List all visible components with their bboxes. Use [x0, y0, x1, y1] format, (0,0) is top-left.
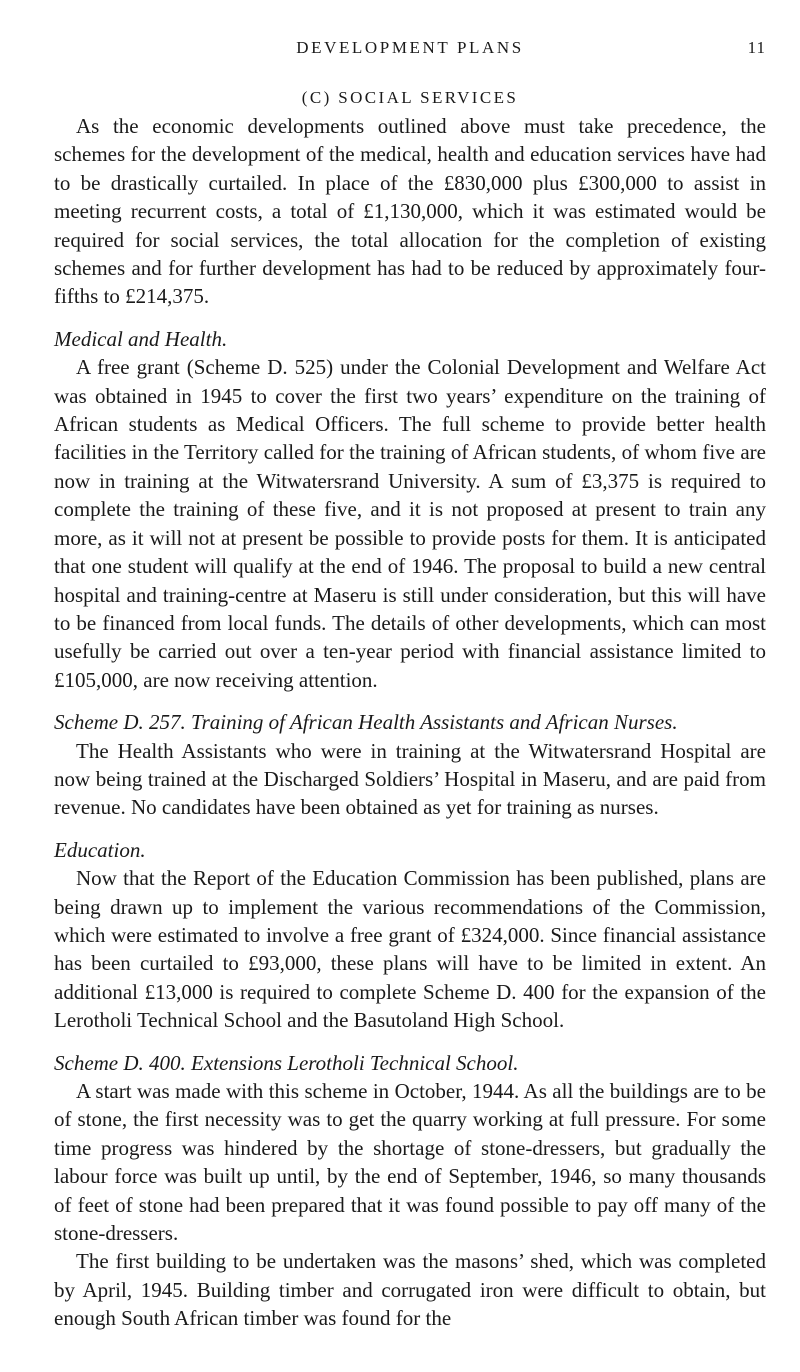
document-page [54, 0, 766, 1333]
paragraph-education: Now that the Report of the Education Commission has been published, plans are being drawn up to implement the various recommendations of the Commission, which were estimated to involve a free grant of £324,000. Since financial assistance has been curtailed to £93,000, these plans will have to be limited in extent. An additional £13,000 is required to complete Scheme D. 400 for the expansion of the Lerotholi Technical School and the Basutoland High School. [54, 866, 766, 1033]
heading-education: Education. [54, 837, 146, 862]
paragraph-scheme-d400-1: A start was made with this scheme in October, 1944. As all the buildings are to be of stone, the first necessity was to get the quarry working at full pressure. For some time progress was hindered by the shortage of stone-dressers, but gradually the labour force was built up until, by the end of September, 1946, so many thousands of feet of stone had been prepared that it was found possible to pay off many of the stone-dressers. [54, 1079, 766, 1246]
paragraph-scheme-d257: The Health Assistants who were in training at the Witwatersrand Hospital are now being trained at the Discharged Soldiers’ Hospital in Maseru, and are paid from revenue. No candidates have been obtained as yet for training as nurses. [54, 738, 766, 820]
running-title: DEVELOPMENT PLANS [296, 38, 524, 57]
running-head [54, 0, 766, 62]
page-number: 11 [747, 38, 766, 57]
paragraph-medical-health: A free grant (Scheme D. 525) under the Colonial Development and Welfare Act was obtained in 1945 to cover the first two years’ expenditure on the training of African students as Medical Officers. The full scheme to provide better health facilities in the Territory called for the training of African students, of whom five are now in training at the Witwatersrand University. A sum of £3,375 is required to complete the training of these five, and it is not proposed at present to train any more, as it will not at present be possible to provide posts for them. It is anticipated that one student will qualify at the end of 1946. The proposal to build a new central hospital and training-centre at Maseru is still under consideration, but this will have to be financed from local funds. The details of other developments, which can most usefully be carried out over a ten-year period with financial assistance limited to £105,000, are now receiving attention. [54, 355, 766, 692]
heading-medical-health: Medical and Health. [54, 326, 228, 351]
heading-scheme-d400: Scheme D. 400. Extensions Lerotholi Technical School. [54, 1050, 519, 1075]
section-title: (C) SOCIAL SERVICES [301, 88, 519, 107]
heading-scheme-d257: Scheme D. 257. Training of African Health Assistants and African Nurses. [54, 710, 678, 735]
intro-paragraph: As the economic developments outlined above must take precedence, the schemes for the development of the medical, health and education services have had to be drastically curtailed. In place of the £830,000 plus £300,000 to assist in meeting recurrent costs, a total of £1,130,000, which it was estimated would be required for social services, the total allocation for the completion of existing schemes and for further development has had to be reduced by approximately four-fifths to £214,375. [54, 114, 766, 309]
paragraph-scheme-d400-2: The first building to be undertaken was the masons’ shed, which was completed by April, 1945. Building timber and corrugated iron were difficult to obtain, but enough South African timber was found for the [54, 1249, 766, 1331]
